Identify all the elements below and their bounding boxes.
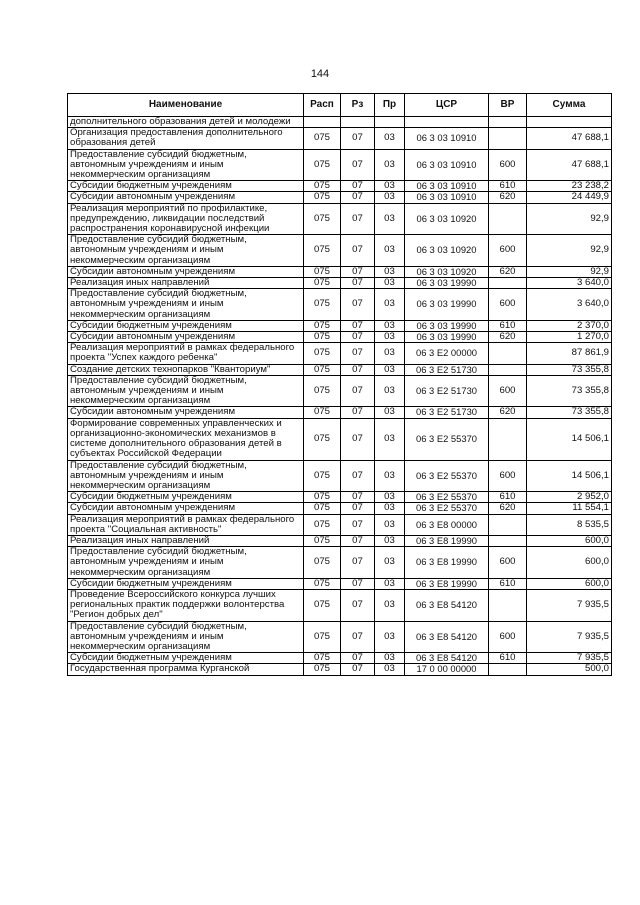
cell-rz: 07 (341, 266, 375, 277)
table-row (68, 460, 612, 492)
table-row (68, 235, 612, 267)
cell-sum: 2 952,0 (527, 492, 612, 503)
cell-vr (489, 343, 527, 364)
cell-rz: 07 (341, 621, 375, 653)
cell-rasp: 075 (304, 653, 341, 664)
cell-rasp: 075 (304, 364, 341, 375)
cell-csr: 06 3 E2 51730 (405, 375, 489, 407)
table-row (68, 514, 612, 535)
cell-csr: 06 3 E8 54120 (405, 589, 489, 621)
cell-pr: 03 (375, 664, 405, 675)
cell-rasp: 075 (304, 375, 341, 407)
budget-table (67, 93, 612, 676)
cell-rz: 07 (341, 407, 375, 418)
header-pr: Пр (375, 94, 405, 117)
cell-rz: 07 (341, 203, 375, 235)
cell-vr (489, 664, 527, 675)
cell-rasp: 075 (304, 492, 341, 503)
cell-pr: 03 (375, 289, 405, 321)
cell-rasp: 075 (304, 235, 341, 267)
cell-vr: 600 (489, 460, 527, 492)
table-row (68, 578, 612, 589)
cell-csr (405, 117, 489, 128)
table-row (68, 535, 612, 546)
cell-csr: 06 3 E8 19990 (405, 535, 489, 546)
cell-name: Предоставление субсидий бюджетным, автономным учреждениям и иным некоммерческим организациям (68, 235, 304, 267)
cell-csr: 06 3 03 10910 (405, 149, 489, 181)
cell-vr: 600 (489, 375, 527, 407)
cell-rasp: 075 (304, 535, 341, 546)
table-row (68, 320, 612, 331)
cell-csr: 06 3 E8 54120 (405, 621, 489, 653)
header-rz: Рз (341, 94, 375, 117)
cell-rasp: 075 (304, 407, 341, 418)
table-row (68, 266, 612, 277)
cell-vr: 610 (489, 492, 527, 503)
cell-csr: 06 3 E8 54120 (405, 653, 489, 664)
table-row (68, 278, 612, 289)
cell-sum: 92,9 (527, 203, 612, 235)
cell-rz: 07 (341, 181, 375, 192)
cell-pr: 03 (375, 407, 405, 418)
cell-rz: 07 (341, 653, 375, 664)
table-row (68, 289, 612, 321)
cell-vr: 620 (489, 332, 527, 343)
cell-csr: 06 3 E2 55370 (405, 460, 489, 492)
cell-name: Реализация иных направлений (68, 535, 304, 546)
cell-rz: 07 (341, 364, 375, 375)
cell-name: Субсидии бюджетным учреждениям (68, 492, 304, 503)
cell-name: Субсидии автономным учреждениям (68, 192, 304, 203)
cell-csr: 06 3 03 19990 (405, 320, 489, 331)
cell-vr: 600 (489, 289, 527, 321)
cell-rasp: 075 (304, 578, 341, 589)
cell-rz: 07 (341, 418, 375, 460)
cell-rasp: 075 (304, 266, 341, 277)
cell-csr: 17 0 00 00000 (405, 664, 489, 675)
cell-vr: 610 (489, 320, 527, 331)
cell-rz: 07 (341, 460, 375, 492)
table-body (68, 117, 612, 676)
table-row (68, 149, 612, 181)
cell-pr: 03 (375, 514, 405, 535)
cell-pr: 03 (375, 149, 405, 181)
cell-rz: 07 (341, 332, 375, 343)
cell-name: дополнительного образования детей и молодежи (68, 117, 304, 128)
cell-rz: 07 (341, 547, 375, 579)
cell-pr: 03 (375, 535, 405, 546)
cell-vr (489, 203, 527, 235)
table-row (68, 418, 612, 460)
cell-pr: 03 (375, 460, 405, 492)
cell-sum: 92,9 (527, 266, 612, 277)
cell-name: Предоставление субсидий бюджетным, автономным учреждениям и иным некоммерческим организациям (68, 289, 304, 321)
cell-pr: 03 (375, 621, 405, 653)
cell-rz: 07 (341, 503, 375, 514)
cell-rasp: 075 (304, 289, 341, 321)
cell-csr: 06 3 03 10920 (405, 266, 489, 277)
cell-vr: 600 (489, 547, 527, 579)
cell-pr: 03 (375, 192, 405, 203)
cell-name: Реализация мероприятий по профилактике, предупреждению, ликвидации последствий распространения коронавирусной инфекции (68, 203, 304, 235)
cell-pr: 03 (375, 589, 405, 621)
cell-csr: 06 3 E2 55370 (405, 418, 489, 460)
cell-vr (489, 514, 527, 535)
table-row (68, 492, 612, 503)
cell-vr: 620 (489, 192, 527, 203)
cell-rasp: 075 (304, 343, 341, 364)
table-row (68, 547, 612, 579)
cell-rasp (304, 117, 341, 128)
cell-rasp: 075 (304, 320, 341, 331)
table-row (68, 117, 612, 128)
cell-csr: 06 3 E2 51730 (405, 364, 489, 375)
cell-rasp: 075 (304, 278, 341, 289)
cell-rasp: 075 (304, 503, 341, 514)
cell-name: Субсидии бюджетным учреждениям (68, 653, 304, 664)
cell-rz: 07 (341, 589, 375, 621)
cell-rasp: 075 (304, 589, 341, 621)
table-row (68, 128, 612, 149)
cell-rz: 07 (341, 492, 375, 503)
cell-rz: 07 (341, 235, 375, 267)
cell-rz: 07 (341, 514, 375, 535)
cell-sum: 3 640,0 (527, 289, 612, 321)
cell-name: Субсидии бюджетным учреждениям (68, 181, 304, 192)
cell-vr (489, 535, 527, 546)
cell-sum: 24 449,9 (527, 192, 612, 203)
cell-rz: 07 (341, 192, 375, 203)
cell-rz: 07 (341, 343, 375, 364)
table-row (68, 589, 612, 621)
cell-sum: 73 355,8 (527, 364, 612, 375)
cell-name: Предоставление субсидий бюджетным, автономным учреждениям и иным некоммерческим организациям (68, 621, 304, 653)
cell-name: Реализация мероприятий в рамках федерального проекта "Социальная активность" (68, 514, 304, 535)
cell-pr: 03 (375, 492, 405, 503)
header-vr: ВР (489, 94, 527, 117)
cell-name: Субсидии автономным учреждениям (68, 407, 304, 418)
cell-csr: 06 3 E8 19990 (405, 578, 489, 589)
cell-sum: 73 355,8 (527, 407, 612, 418)
cell-rz: 07 (341, 578, 375, 589)
cell-vr (489, 278, 527, 289)
header-csr: ЦСР (405, 94, 489, 117)
cell-rz (341, 117, 375, 128)
cell-name: Реализация мероприятий в рамках федерального проекта "Успех каждого ребенка" (68, 343, 304, 364)
cell-sum: 1 270,0 (527, 332, 612, 343)
cell-pr: 03 (375, 128, 405, 149)
table-row (68, 653, 612, 664)
cell-rasp: 075 (304, 418, 341, 460)
cell-vr (489, 117, 527, 128)
cell-csr: 06 3 E8 00000 (405, 514, 489, 535)
cell-pr: 03 (375, 503, 405, 514)
cell-name: Предоставление субсидий бюджетным, автономным учреждениям и иным некоммерческим организациям (68, 375, 304, 407)
cell-rasp: 075 (304, 621, 341, 653)
cell-rz: 07 (341, 128, 375, 149)
cell-sum: 73 355,8 (527, 375, 612, 407)
cell-name: Формирование современных управленческих и организационно-экономических механизмов в системе дополнительного образования детей в субъектах Российской Федерации (68, 418, 304, 460)
cell-name: Субсидии автономным учреждениям (68, 503, 304, 514)
cell-sum: 7 935,5 (527, 621, 612, 653)
table-row (68, 181, 612, 192)
cell-sum: 500,0 (527, 664, 612, 675)
cell-name: Государственная программа Курганской (68, 664, 304, 675)
cell-sum: 23 238,2 (527, 181, 612, 192)
table-row (68, 664, 612, 675)
cell-sum: 47 688,1 (527, 128, 612, 149)
cell-vr: 600 (489, 149, 527, 181)
cell-rz: 07 (341, 278, 375, 289)
cell-pr: 03 (375, 266, 405, 277)
cell-name: Предоставление субсидий бюджетным, автономным учреждениям и иным некоммерческим организациям (68, 547, 304, 579)
cell-csr: 06 3 03 10910 (405, 192, 489, 203)
header-sum: Сумма (527, 94, 612, 117)
table-row (68, 203, 612, 235)
cell-pr: 03 (375, 320, 405, 331)
cell-pr: 03 (375, 181, 405, 192)
cell-vr: 620 (489, 407, 527, 418)
cell-csr: 06 3 E2 51730 (405, 407, 489, 418)
cell-rasp: 075 (304, 128, 341, 149)
cell-pr: 03 (375, 653, 405, 664)
cell-rz: 07 (341, 149, 375, 181)
cell-sum: 47 688,1 (527, 149, 612, 181)
cell-name: Организация предоставления дополнительного образования детей (68, 128, 304, 149)
cell-rasp: 075 (304, 181, 341, 192)
cell-sum: 8 535,5 (527, 514, 612, 535)
cell-pr: 03 (375, 547, 405, 579)
cell-sum: 14 506,1 (527, 460, 612, 492)
cell-name: Предоставление субсидий бюджетным, автономным учреждениям и иным некоммерческим организациям (68, 149, 304, 181)
cell-pr: 03 (375, 375, 405, 407)
cell-sum: 3 640,0 (527, 278, 612, 289)
cell-vr: 600 (489, 235, 527, 267)
cell-pr (375, 117, 405, 128)
cell-sum: 92,9 (527, 235, 612, 267)
cell-vr (489, 418, 527, 460)
cell-pr: 03 (375, 235, 405, 267)
cell-vr (489, 128, 527, 149)
header-name: Наименование (68, 94, 304, 117)
cell-csr: 06 3 03 19990 (405, 289, 489, 321)
cell-vr: 620 (489, 503, 527, 514)
cell-rz: 07 (341, 535, 375, 546)
cell-rasp: 075 (304, 547, 341, 579)
cell-name: Субсидии бюджетным учреждениям (68, 578, 304, 589)
cell-pr: 03 (375, 343, 405, 364)
cell-vr: 610 (489, 653, 527, 664)
cell-rasp: 075 (304, 192, 341, 203)
cell-csr: 06 3 E8 19990 (405, 547, 489, 579)
cell-vr (489, 589, 527, 621)
cell-name: Субсидии автономным учреждениям (68, 332, 304, 343)
table-row (68, 375, 612, 407)
cell-sum: 14 506,1 (527, 418, 612, 460)
page-number: 144 (310, 68, 330, 80)
table-row (68, 343, 612, 364)
cell-pr: 03 (375, 364, 405, 375)
table-row (68, 192, 612, 203)
cell-name: Проведение Всероссийского конкурса лучших региональных практик поддержки волонтерства "Регион добрых дел" (68, 589, 304, 621)
cell-name: Реализация иных направлений (68, 278, 304, 289)
cell-sum: 2 370,0 (527, 320, 612, 331)
cell-csr: 06 3 03 19990 (405, 278, 489, 289)
cell-vr: 610 (489, 181, 527, 192)
cell-rasp: 075 (304, 460, 341, 492)
cell-name: Субсидии автономным учреждениям (68, 266, 304, 277)
cell-pr: 03 (375, 332, 405, 343)
cell-csr: 06 3 03 10910 (405, 181, 489, 192)
header-rasp: Расп (304, 94, 341, 117)
cell-vr: 620 (489, 266, 527, 277)
cell-csr: 06 3 E2 00000 (405, 343, 489, 364)
cell-csr: 06 3 03 10920 (405, 203, 489, 235)
cell-csr: 06 3 03 19990 (405, 332, 489, 343)
cell-csr: 06 3 03 10910 (405, 128, 489, 149)
cell-csr: 06 3 E2 55370 (405, 503, 489, 514)
cell-vr: 600 (489, 621, 527, 653)
table-row (68, 621, 612, 653)
table-row (68, 503, 612, 514)
cell-name: Предоставление субсидий бюджетным, автономным учреждениям и иным некоммерческим организациям (68, 460, 304, 492)
table-header-row (68, 94, 612, 117)
cell-sum (527, 117, 612, 128)
cell-rasp: 075 (304, 664, 341, 675)
cell-sum: 7 935,5 (527, 653, 612, 664)
cell-rasp: 075 (304, 149, 341, 181)
cell-sum: 600,0 (527, 578, 612, 589)
cell-sum: 7 935,5 (527, 589, 612, 621)
cell-sum: 600,0 (527, 547, 612, 579)
table-row (68, 364, 612, 375)
cell-sum: 11 554,1 (527, 503, 612, 514)
cell-pr: 03 (375, 418, 405, 460)
cell-sum: 600,0 (527, 535, 612, 546)
cell-rz: 07 (341, 320, 375, 331)
cell-vr: 610 (489, 578, 527, 589)
cell-pr: 03 (375, 278, 405, 289)
cell-csr: 06 3 03 10920 (405, 235, 489, 267)
cell-rasp: 075 (304, 514, 341, 535)
cell-name: Создание детских технопарков "Кванториум" (68, 364, 304, 375)
cell-sum: 87 861,9 (527, 343, 612, 364)
cell-rasp: 075 (304, 203, 341, 235)
cell-rz: 07 (341, 289, 375, 321)
cell-pr: 03 (375, 578, 405, 589)
cell-name: Субсидии бюджетным учреждениям (68, 320, 304, 331)
cell-rasp: 075 (304, 332, 341, 343)
cell-csr: 06 3 E2 55370 (405, 492, 489, 503)
cell-rz: 07 (341, 375, 375, 407)
cell-vr (489, 364, 527, 375)
cell-pr: 03 (375, 203, 405, 235)
cell-rz: 07 (341, 664, 375, 675)
table-row (68, 407, 612, 418)
table-row (68, 332, 612, 343)
